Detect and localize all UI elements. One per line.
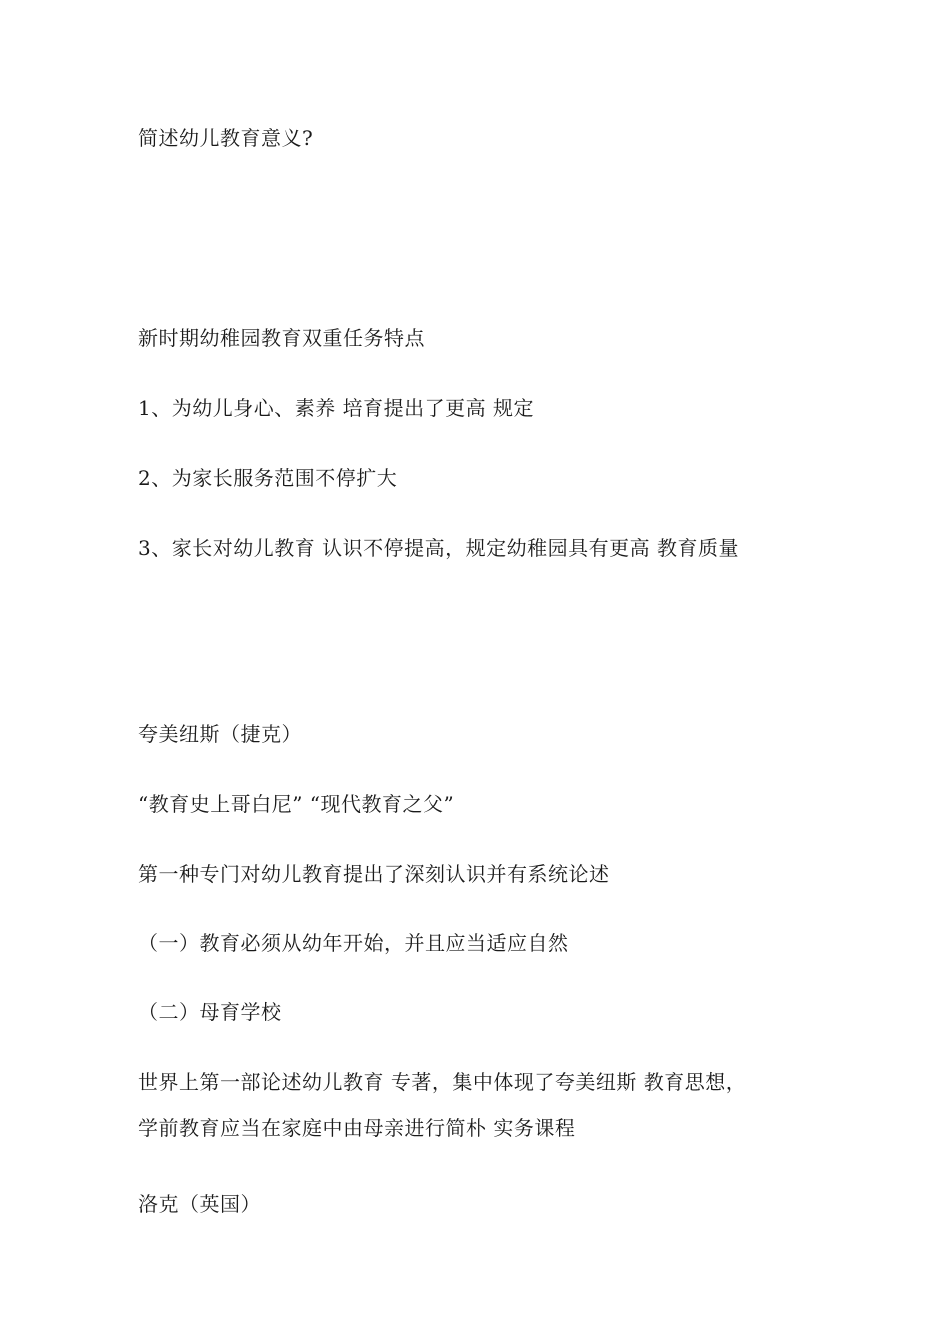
point-line: （二）母育学校 <box>138 1000 282 1024</box>
question-heading: 简述幼儿教育意义? <box>138 126 314 150</box>
list-item: 2、为家长服务范围不停扩大 <box>138 466 398 490</box>
list-item: 1、为幼儿身心、素养 培育提出了更高 规定 <box>138 396 534 420</box>
epithet-line: “教育史上哥白尼” “现代教育之父” <box>138 792 455 816</box>
description-paragraph: 世界上第一部论述幼儿教育 专著，集中体现了夸美纽斯 教育思想，学前教育应当在家庭中由母亲进行简朴 实务课程 <box>138 1070 747 1140</box>
point-line: （一）教育必须从幼年开始，并且应当适应自然 <box>138 931 569 955</box>
section-title: 夸美纽斯（捷克） <box>138 722 302 746</box>
list-item: 3、家长对幼儿教育 认识不停提高，规定幼稚园具有更高 教育质量 <box>138 536 739 560</box>
section-title: 洛克（英国） <box>138 1192 261 1216</box>
intro-line: 第一种专门对幼儿教育提出了深刻认识并有系统论述 <box>138 862 610 886</box>
section-title: 新时期幼稚园教育双重任务特点 <box>138 326 425 350</box>
